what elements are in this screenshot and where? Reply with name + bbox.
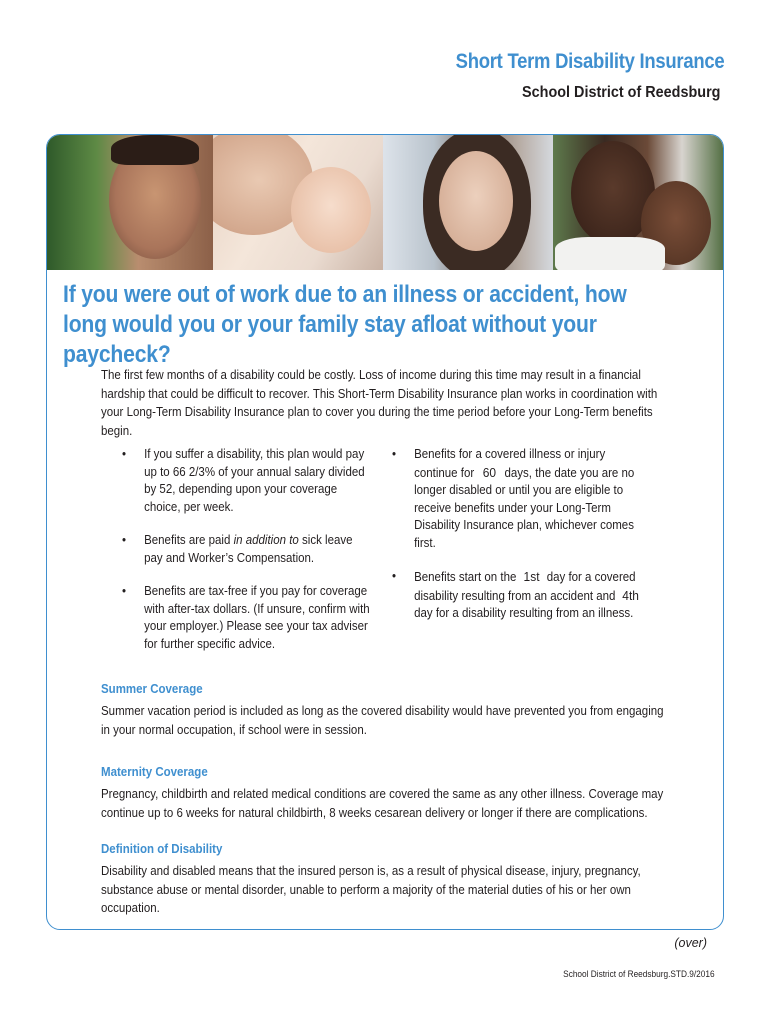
photo-strip [47,135,724,270]
bullet-text: Benefits are tax-free if you pay for coverage with after-tax dollars. (If unsure, confirm with your employer.) Please see your tax adviser for further specific advice. [144,584,370,651]
bullet-list-left [122,446,392,669]
headline: If you were out of work due to an illness or accident, how long would you or your family stay afloat without your paycheck? [63,281,627,368]
section-heading-definition: Definition of Disability [101,842,223,856]
bullet-item [122,532,370,567]
section-body-definition: Disability and disabled means that the insured person is, as a result of physical disease, injury, pregnancy, substance abuse or mental disorder, unable to perform a majority of the material duties of his or her own occupation. [101,864,641,915]
bullet-glyph: • [122,584,127,598]
bullet-text-post: sick leave pay and Worker’s Compensation. [144,533,353,565]
header-subtitle: School District of Reedsburg [521,84,720,101]
section-heading-summer: Summer Coverage [101,682,203,696]
section-heading-maternity: Maternity Coverage [101,765,208,779]
benefit-days-value: 60 [482,464,497,480]
bullet-glyph: • [392,447,397,461]
bullet-item [122,583,370,653]
photo-couple [553,135,724,270]
over-note: (over) [674,936,707,950]
bullet-item [392,446,650,552]
section-body-maternity: Pregnancy, childbirth and related medical conditions are covered the same as any other illness. Coverage may continue up to 6 weeks for natural childbirth, 8 weeks cesarean delivery or longer if there are complications. [101,787,664,820]
footer-code: School District of Reedsburg.STD.9/2016 [563,969,715,979]
bullet-list-right [392,446,672,639]
intro-paragraph: The first few months of a disability could be costly. Loss of income during this time may result in a financial hardship that could be difficult to recover. This Short-Term Disability Insurance plan works in coordination with your Long-Term Disability Insurance plan to cover you during the time period before your Long-Term benefits begin. [101,368,658,438]
illness-start-day-value: 4th [622,587,639,603]
bullet-text: If you suffer a disability, this plan would pay up to 66 2/3% of your annual salary divided by 52, depending upon your coverage choice, per week. [144,447,365,514]
bullet-glyph: • [122,533,127,547]
bullet-text-pre: Benefits for a covered illness or injury continue for [414,447,606,480]
bullet-text-mid: day for a covered disability resulting from an accident and [414,570,636,603]
bullet-glyph: • [122,447,127,461]
header-title: Short Term Disability Insurance [455,50,724,73]
bullet-item [122,446,370,516]
bullet-text-pre: Benefits are paid [144,533,234,547]
bullet-text-pre: Benefits start on the [414,570,517,584]
bullet-text-post: day for a disability resulting from an illness. [414,606,634,620]
photo-man-smiling [47,135,213,270]
photo-mother-baby [213,135,383,270]
accident-start-day-value: 1st [523,569,540,584]
bullet-text-emphasis: in addition to [233,533,299,547]
bullet-text-post: days, the date you are no longer disabled or until you are eligible to receive benefits under your Long-Term Disability Insurance plan, whichever comes first. [414,465,635,550]
bullet-glyph: • [392,569,397,583]
section-body-summer: Summer vacation period is included as long as the covered disability would have prevented you from engaging in your normal occupation, if school were in session. [101,704,664,737]
photo-woman-thoughtful [383,135,553,270]
bullet-item [392,568,650,623]
